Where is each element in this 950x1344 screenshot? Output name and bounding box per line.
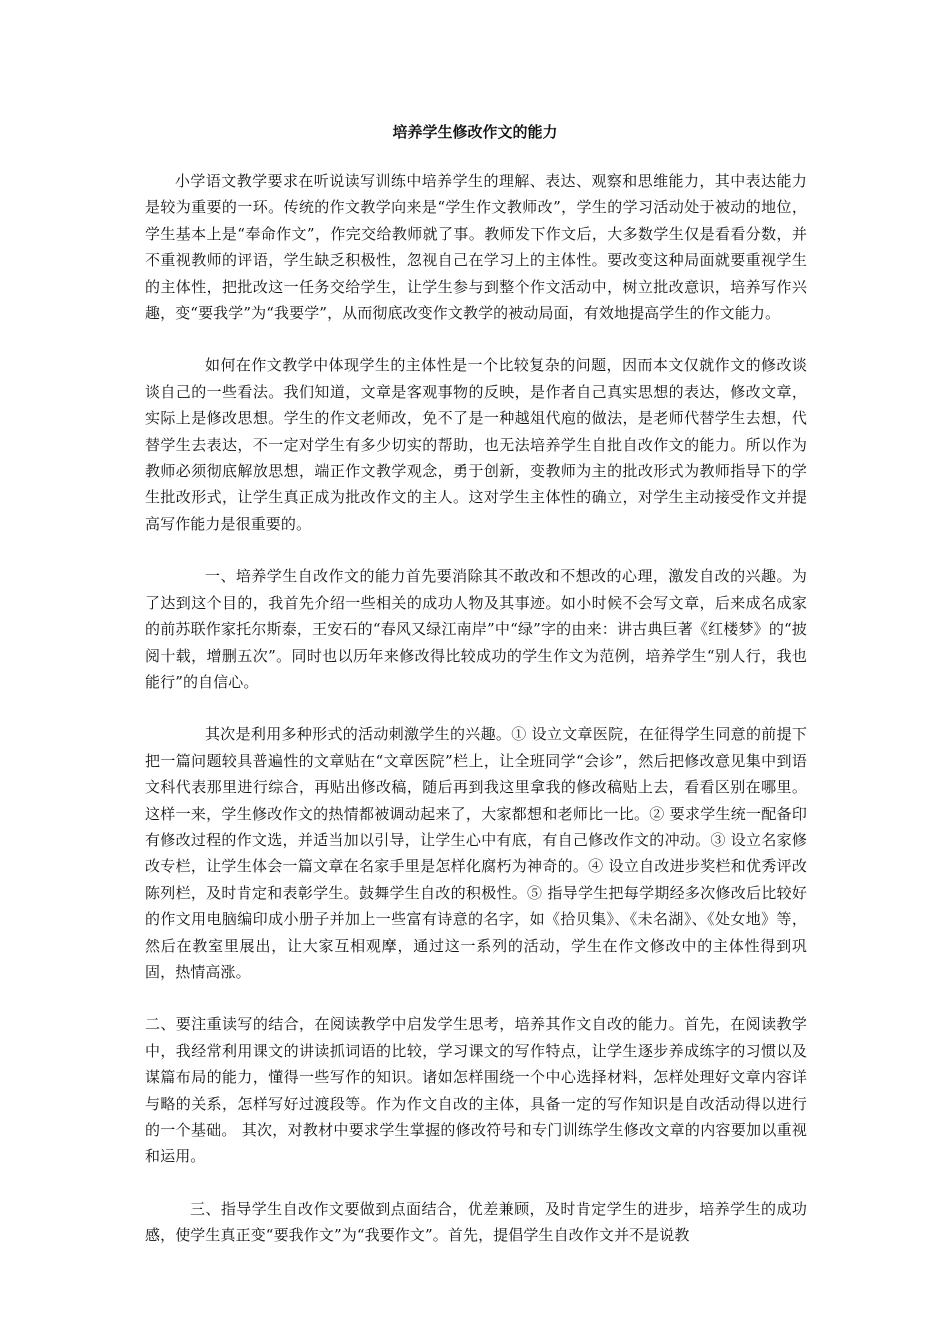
paragraph-section-one: 一、培养学生自改作文的能力首先要消除其不敢改和不想改的心理，激发自改的兴趣。为了达到这个目的，我首先介绍一些相关的成功人物及其事迹。如小时候不会写文章，后来成名成家的前苏联作家托尔斯泰，王安石的“春风又绿江南岸”中“绿”字的由来：讲古典巨著《红楼梦》的“披阅十载，增删五次”。同时也以历年来修改得比较成功的学生作文为范例，培养学生“别人行，我也能行”的自信心。 [145, 567, 807, 691]
document-body [145, 168, 807, 1275]
paragraph-section-three: 三、指导学生自改作文要做到点面结合，优差兼顾，及时肯定学生的进步，培养学生的成功感，使学生真正变“要我作文”为“我要作文”。首先，提倡学生自改作文并不是说教 [145, 1199, 807, 1245]
document-title: 培养学生修改作文的能力 [392, 123, 558, 141]
paragraph-section-two: 二、要注重读写的结合，在阅读教学中启发学生思考，培养其作文自改的能力。首先，在阅读教学中，我经常利用课文的讲读抓词语的比较，学习课文的写作特点，让学生逐步养成练字的习惯以及谋篇布局的能力，懂得一些写作的知识。诸如怎样围绕一个中心选择材料，怎样处理好文章内容详与略的关系，怎样写好过渡段等。作为作文自改的主体，具备一定的写作知识是自改活动得以进行的一个基础。 其次，对教材中要求学生掌握的修改符号和专门训练学生修改文章的内容要加以重视和运用。 [145, 1015, 807, 1166]
paragraph-intro: 小学语文教学要求在听说读写训练中培养学生的理解、表达、观察和思维能力，其中表达能力是较为重要的一环。传统的作文教学向来是“学生作文教师改”，学生的学习活动处于被动的地位，学生基本上是“奉命作文”，作完交给教师就了事。教师发下作文后，大多数学生仅是看看分数，并不重视教师的评语，学生缺乏积极性，忽视自己在学习上的主体性。要改变这种局面就要重视学生的主体性，把批改这一任务交给学生，让学生参与到整个作文活动中，树立批改意识，培养写作兴趣，变“要我学”为“我要学”，从而彻底改变作文教学的被动局面，有效地提高学生的作文能力。 [145, 172, 807, 323]
paragraph-activities: 其次是利用多种形式的活动刺激学生的兴趣。① 设立文章医院，在征得学生同意的前提下把一篇问题较具普遍性的文章贴在“文章医院”栏上，让全班同学“会诊”，然后把修改意见集中到语文科代表那里进行综合，再贴出修改稿，随后再到我这里拿我的修改稿贴上去，看看区别在哪里。这样一来，学生修改作文的热情都被调动起来了，大家都想和老师比一比。② 要求学生统一配备印有修改过程的作文选，并适当加以引导，让学生心中有底，有自己修改作文的冲动。③ 设立名家修改专栏，让学生体会一篇文章在名家手里是怎样化腐朽为神奇的。④ 设立自改进步奖栏和优秀评改陈列栏，及时肯定和表彰学生。鼓舞学生自改的积极性。⑤ 指导学生把每学期经多次修改后比较好的作文用电脑编印成小册子并加上一些富有诗意的名字，如《拾贝集》、《未名湖》、《处女地》等，然后在教室里展出，让大家互相观摩，通过这一系列的活动，学生在作文修改中的主体性得到巩固，热情高涨。 [145, 725, 807, 981]
paragraph-subjectivity: 如何在作文教学中体现学生的主体性是一个比较复杂的问题，因而本文仅就作文的修改谈谈自己的一些看法。我们知道，文章是客观事物的反映，是作者自己真实思想的表达，修改文章，实际上是修改思想。学生的作文老师改，免不了是一种越俎代庖的做法，是老师代替学生去想，代替学生去表达，不一定对学生有多少切实的帮助，也无法培养学生自批自改作文的能力。所以作为教师必须彻底解放思想，端正作文教学观念，勇于创新，变教师为主的批改形式为教师指导下的学生批改形式，让学生真正成为批改作文的主人。这对学生主体性的确立，对学生主动接受作文并提高写作能力是很重要的。 [145, 356, 807, 533]
